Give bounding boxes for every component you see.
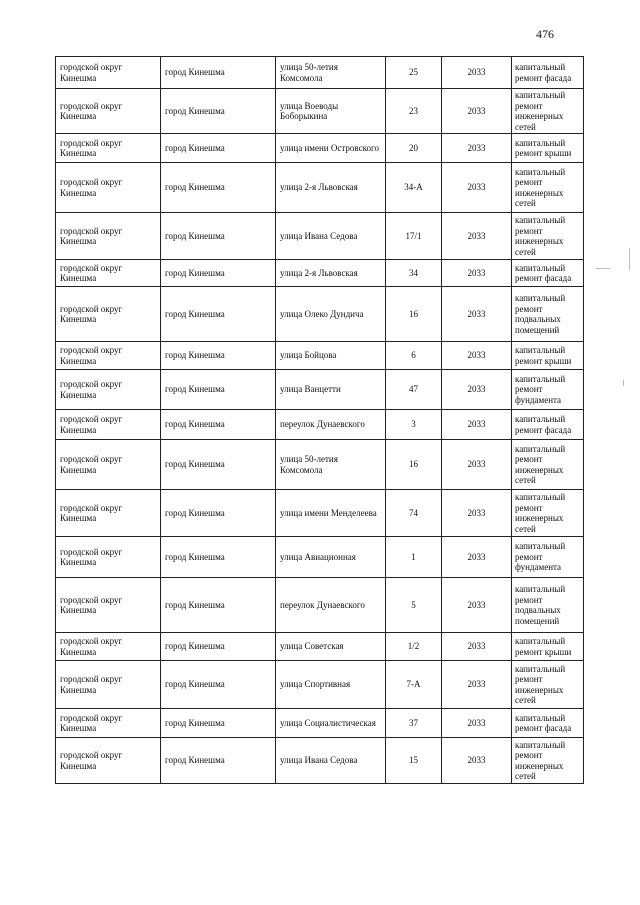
street-cell: переулок Дунаевского [276, 410, 386, 440]
house-cell: 15 [386, 738, 442, 784]
year-cell: 2033 [442, 89, 512, 134]
work-cell: капитальный ремонт инженерных сетей [512, 89, 584, 134]
district-cell: городской округ Кинешма [56, 410, 161, 440]
year-cell: 2033 [442, 134, 512, 163]
house-cell: 6 [386, 342, 442, 370]
housing-repair-table [55, 56, 584, 784]
table-row [56, 134, 584, 163]
year-cell: 2033 [442, 260, 512, 287]
table-body [56, 57, 584, 784]
district-cell: городской округ Кинешма [56, 260, 161, 287]
house-cell: 20 [386, 134, 442, 163]
district-cell: городской округ Кинешма [56, 633, 161, 661]
settlement-cell: город Кинешма [161, 661, 276, 709]
table-row [56, 738, 584, 784]
table-row [56, 370, 584, 410]
work-cell: капитальный ремонт инженерных сетей [512, 213, 584, 260]
settlement-cell: город Кинешма [161, 342, 276, 370]
table-row [56, 490, 584, 537]
district-cell: городской округ Кинешма [56, 709, 161, 738]
district-cell: городской округ Кинешма [56, 661, 161, 709]
settlement-cell: город Кинешма [161, 578, 276, 633]
table-row [56, 89, 584, 134]
district-cell: городской округ Кинешма [56, 578, 161, 633]
table-row [56, 260, 584, 287]
year-cell: 2033 [442, 163, 512, 213]
district-cell: городской округ Кинешма [56, 213, 161, 260]
settlement-cell: город Кинешма [161, 709, 276, 738]
work-cell: капитальный ремонт фасада [512, 57, 584, 89]
year-cell: 2033 [442, 440, 512, 490]
year-cell: 2033 [442, 213, 512, 260]
work-cell: капитальный ремонт фасада [512, 709, 584, 738]
work-cell: капитальный ремонт подвальных помещений [512, 578, 584, 633]
district-cell: городской округ Кинешма [56, 370, 161, 410]
year-cell: 2033 [442, 633, 512, 661]
work-cell: капитальный ремонт инженерных сетей [512, 661, 584, 709]
settlement-cell: город Кинешма [161, 134, 276, 163]
year-cell: 2033 [442, 342, 512, 370]
settlement-cell: город Кинешма [161, 213, 276, 260]
work-cell: капитальный ремонт фундамента [512, 537, 584, 578]
district-cell: городской округ Кинешма [56, 738, 161, 784]
street-cell: улица Ивана Седова [276, 738, 386, 784]
work-cell: капитальный ремонт инженерных сетей [512, 440, 584, 490]
district-cell: городской округ Кинешма [56, 287, 161, 342]
house-cell: 17/1 [386, 213, 442, 260]
street-cell: улица Ванцетти [276, 370, 386, 410]
table-row [56, 633, 584, 661]
district-cell: городской округ Кинешма [56, 490, 161, 537]
street-cell: улица Спортивная [276, 661, 386, 709]
house-cell: 25 [386, 57, 442, 89]
year-cell: 2033 [442, 490, 512, 537]
street-cell: улица Социалистическая [276, 709, 386, 738]
house-cell: 37 [386, 709, 442, 738]
street-cell: улица Советская [276, 633, 386, 661]
settlement-cell: город Кинешма [161, 738, 276, 784]
scan-artifact [596, 268, 610, 269]
settlement-cell: город Кинешма [161, 490, 276, 537]
street-cell: улица Ивана Седова [276, 213, 386, 260]
street-cell: переулок Дунаевского [276, 578, 386, 633]
year-cell: 2033 [442, 709, 512, 738]
house-cell: 1 [386, 537, 442, 578]
work-cell: капитальный ремонт крыши [512, 342, 584, 370]
settlement-cell: город Кинешма [161, 633, 276, 661]
table-row [56, 410, 584, 440]
settlement-cell: город Кинешма [161, 287, 276, 342]
settlement-cell: город Кинешма [161, 410, 276, 440]
work-cell: капитальный ремонт инженерных сетей [512, 490, 584, 537]
street-cell: улица Воеводы Боборыкина [276, 89, 386, 134]
street-cell: улица 2-я Львовская [276, 260, 386, 287]
house-cell: 16 [386, 287, 442, 342]
house-cell: 7-А [386, 661, 442, 709]
year-cell: 2033 [442, 287, 512, 342]
house-cell: 1/2 [386, 633, 442, 661]
house-cell: 5 [386, 578, 442, 633]
street-cell: улица имени Островского [276, 134, 386, 163]
settlement-cell: город Кинешма [161, 89, 276, 134]
year-cell: 2033 [442, 57, 512, 89]
street-cell: улица имени Менделеева [276, 490, 386, 537]
year-cell: 2033 [442, 578, 512, 633]
year-cell: 2033 [442, 661, 512, 709]
district-cell: городской округ Кинешма [56, 57, 161, 89]
house-cell: 34 [386, 260, 442, 287]
street-cell: улица 50-летия Комсомола [276, 57, 386, 89]
work-cell: капитальный ремонт подвальных помещений [512, 287, 584, 342]
district-cell: городской округ Кинешма [56, 342, 161, 370]
work-cell: капитальный ремонт фасада [512, 410, 584, 440]
house-cell: 47 [386, 370, 442, 410]
table-row [56, 287, 584, 342]
house-cell: 3 [386, 410, 442, 440]
settlement-cell: город Кинешма [161, 370, 276, 410]
settlement-cell: город Кинешма [161, 57, 276, 89]
table-row [56, 57, 584, 89]
district-cell: городской округ Кинешма [56, 537, 161, 578]
work-cell: капитальный ремонт фасада [512, 260, 584, 287]
scan-artifact [623, 380, 624, 386]
house-cell: 74 [386, 490, 442, 537]
district-cell: городской округ Кинешма [56, 134, 161, 163]
table-row [56, 440, 584, 490]
settlement-cell: город Кинешма [161, 440, 276, 490]
table-row [56, 213, 584, 260]
page-number: 476 [536, 27, 554, 41]
year-cell: 2033 [442, 370, 512, 410]
district-cell: городской округ Кинешма [56, 163, 161, 213]
settlement-cell: город Кинешма [161, 163, 276, 213]
scan-artifact [629, 248, 630, 270]
table-row [56, 537, 584, 578]
street-cell: улица 2-я Львовская [276, 163, 386, 213]
district-cell: городской округ Кинешма [56, 89, 161, 134]
district-cell: городской округ Кинешма [56, 440, 161, 490]
settlement-cell: город Кинешма [161, 260, 276, 287]
year-cell: 2033 [442, 410, 512, 440]
table-row [56, 661, 584, 709]
settlement-cell: город Кинешма [161, 537, 276, 578]
street-cell: улица Авиационная [276, 537, 386, 578]
work-cell: капитальный ремонт фундамента [512, 370, 584, 410]
table-row [56, 709, 584, 738]
house-cell: 34-А [386, 163, 442, 213]
year-cell: 2033 [442, 537, 512, 578]
year-cell: 2033 [442, 738, 512, 784]
table-row [56, 163, 584, 213]
work-cell: капитальный ремонт инженерных сетей [512, 738, 584, 784]
work-cell: капитальный ремонт крыши [512, 633, 584, 661]
street-cell: улица Олеко Дундича [276, 287, 386, 342]
table-row [56, 342, 584, 370]
work-cell: капитальный ремонт инженерных сетей [512, 163, 584, 213]
street-cell: улица 50-летия Комсомола [276, 440, 386, 490]
table-row [56, 578, 584, 633]
street-cell: улица Бойцова [276, 342, 386, 370]
house-cell: 23 [386, 89, 442, 134]
work-cell: капитальный ремонт крыши [512, 134, 584, 163]
house-cell: 16 [386, 440, 442, 490]
